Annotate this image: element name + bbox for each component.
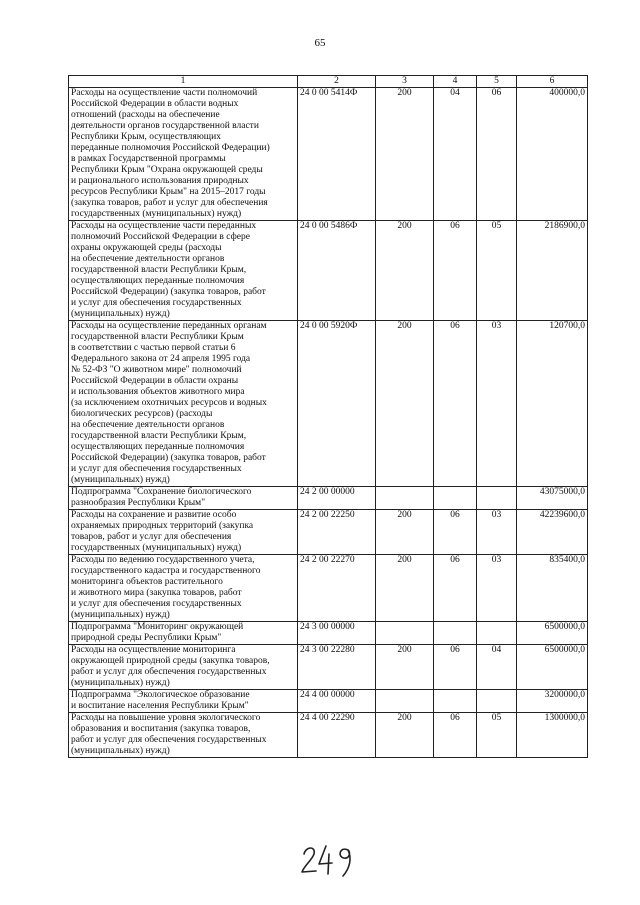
row-amount: 6500000,0 [517, 645, 588, 690]
table-row [69, 88, 588, 221]
column-header: 1 [69, 76, 298, 88]
row-col4: 06 [434, 510, 477, 555]
table-row [69, 645, 588, 690]
table-row [69, 690, 588, 713]
row-col4: 04 [434, 88, 477, 221]
table-row [69, 555, 588, 622]
handwritten-page-mark [298, 840, 358, 880]
row-col3: 200 [376, 510, 434, 555]
row-col5 [477, 487, 517, 510]
row-description: Расходы на осуществление части полномочий Российской Федерации в области водных отношений (расходы на обеспечение деятельности органов государственной власти Республики Крым, осуществляющих переданные полномочия Российской Федерации) в рамках Государственной программы Республики Крым "Охрана окружающей среды и рационального использования природных ресурсов Республики Крым" на 2015–2017 годы (закупка товаров, работ и услуг для обеспечения государственных (муниципальных) нужд) [69, 88, 298, 221]
row-description: Расходы на повышение уровня экологического образования и воспитания (закупка товаров, работ и услуг для обеспечения государственных (муниципальных) нужд) [69, 713, 298, 758]
row-col4: 06 [434, 221, 477, 321]
table-row [69, 510, 588, 555]
row-col5: 05 [477, 713, 517, 758]
row-amount: 120700,0 [517, 321, 588, 487]
table-header-row [69, 76, 588, 88]
row-code: 24 3 00 00000 [298, 622, 376, 645]
row-col5: 03 [477, 555, 517, 622]
row-amount: 43075000,0 [517, 487, 588, 510]
row-col3: 200 [376, 645, 434, 690]
row-col3 [376, 690, 434, 713]
row-col3: 200 [376, 221, 434, 321]
row-col4: 06 [434, 645, 477, 690]
row-col4 [434, 487, 477, 510]
row-col3: 200 [376, 555, 434, 622]
row-code: 24 2 00 00000 [298, 487, 376, 510]
page-number: 65 [314, 37, 326, 49]
row-code: 24 2 00 22250 [298, 510, 376, 555]
row-description: Расходы на осуществление мониторинга окружающей природной среды (закупка товаров, работ и услуг для обеспечения государственных (муниципальных) нужд) [69, 645, 298, 690]
column-header: 4 [434, 76, 477, 88]
row-code: 24 4 00 22290 [298, 713, 376, 758]
row-code: 24 0 00 5414Ф [298, 88, 376, 221]
row-col4: 06 [434, 555, 477, 622]
column-header: 3 [376, 76, 434, 88]
table-row [69, 221, 588, 321]
row-description: Расходы на осуществление части переданных полномочий Российской Федерации в сфере охраны окружающей среды (расходы на обеспечение деятельности органов государственной власти Республики Крым, осуществляющих переданные полномочия Российской Федерации) (закупка товаров, работ и услуг для обеспечения государственных (муниципальных) нужд) [69, 221, 298, 321]
table-row [69, 487, 588, 510]
column-header: 6 [517, 76, 588, 88]
row-description: Расходы на сохранение и развитие особо охраняемых природных территорий (закупка товаров, работ и услуг для обеспечения государственных (муниципальных) нужд) [69, 510, 298, 555]
row-col4: 06 [434, 713, 477, 758]
row-description: Подпрограмма "Сохранение биологического разнообразия Республики Крым" [69, 487, 298, 510]
row-amount: 835400,0 [517, 555, 588, 622]
row-col3: 200 [376, 88, 434, 221]
row-col3 [376, 622, 434, 645]
row-description: Подпрограмма "Экологическое образование и воспитание населения Республики Крым" [69, 690, 298, 713]
row-col5: 03 [477, 321, 517, 487]
row-code: 24 4 00 00000 [298, 690, 376, 713]
row-description: Расходы на осуществление переданных органам государственной власти Республики Крым в соответствии с частью первой статьи 6 Федерального закона от 24 апреля 1995 года № 52-ФЗ "О животном мире" полномочий Российской Федерации в области охраны и использования объектов животного мира (за исключением охотничьих ресурсов и водных биологических ресурсов) (расходы на обеспечение деятельности органов государственной власти Республики Крым, осуществляющих переданные полномочия Российской Федерации) (закупка товаров, работ и услуг для обеспечения государственных (муниципальных) нужд) [69, 321, 298, 487]
table-row [69, 321, 588, 487]
row-col3 [376, 487, 434, 510]
row-description: Подпрограмма "Мониторинг окружающей природной среды Республики Крым" [69, 622, 298, 645]
row-col5: 03 [477, 510, 517, 555]
row-col5 [477, 622, 517, 645]
row-col5: 05 [477, 221, 517, 321]
row-amount: 400000,0 [517, 88, 588, 221]
row-col4 [434, 690, 477, 713]
row-col4 [434, 622, 477, 645]
column-header: 2 [298, 76, 376, 88]
row-code: 24 2 00 22270 [298, 555, 376, 622]
budget-table [68, 75, 588, 758]
row-col5: 04 [477, 645, 517, 690]
table-row [69, 713, 588, 758]
row-col5 [477, 690, 517, 713]
row-amount: 1300000,0 [517, 713, 588, 758]
column-header: 5 [477, 76, 517, 88]
row-col3: 200 [376, 321, 434, 487]
table-row [69, 622, 588, 645]
row-col3: 200 [376, 713, 434, 758]
row-amount: 3200000,0 [517, 690, 588, 713]
row-col4: 06 [434, 321, 477, 487]
row-amount: 6500000,0 [517, 622, 588, 645]
row-amount: 42239600,0 [517, 510, 588, 555]
row-col5: 06 [477, 88, 517, 221]
row-code: 24 0 00 5486Ф [298, 221, 376, 321]
row-code: 24 3 00 22280 [298, 645, 376, 690]
row-amount: 2186900,0 [517, 221, 588, 321]
row-description: Расходы по ведению государственного учета, государственного кадастра и государственного мониторинга объектов растительного и животного мира (закупка товаров, работ и услуг для обеспечения государственных (муниципальных) нужд) [69, 555, 298, 622]
row-code: 24 0 00 5920Ф [298, 321, 376, 487]
